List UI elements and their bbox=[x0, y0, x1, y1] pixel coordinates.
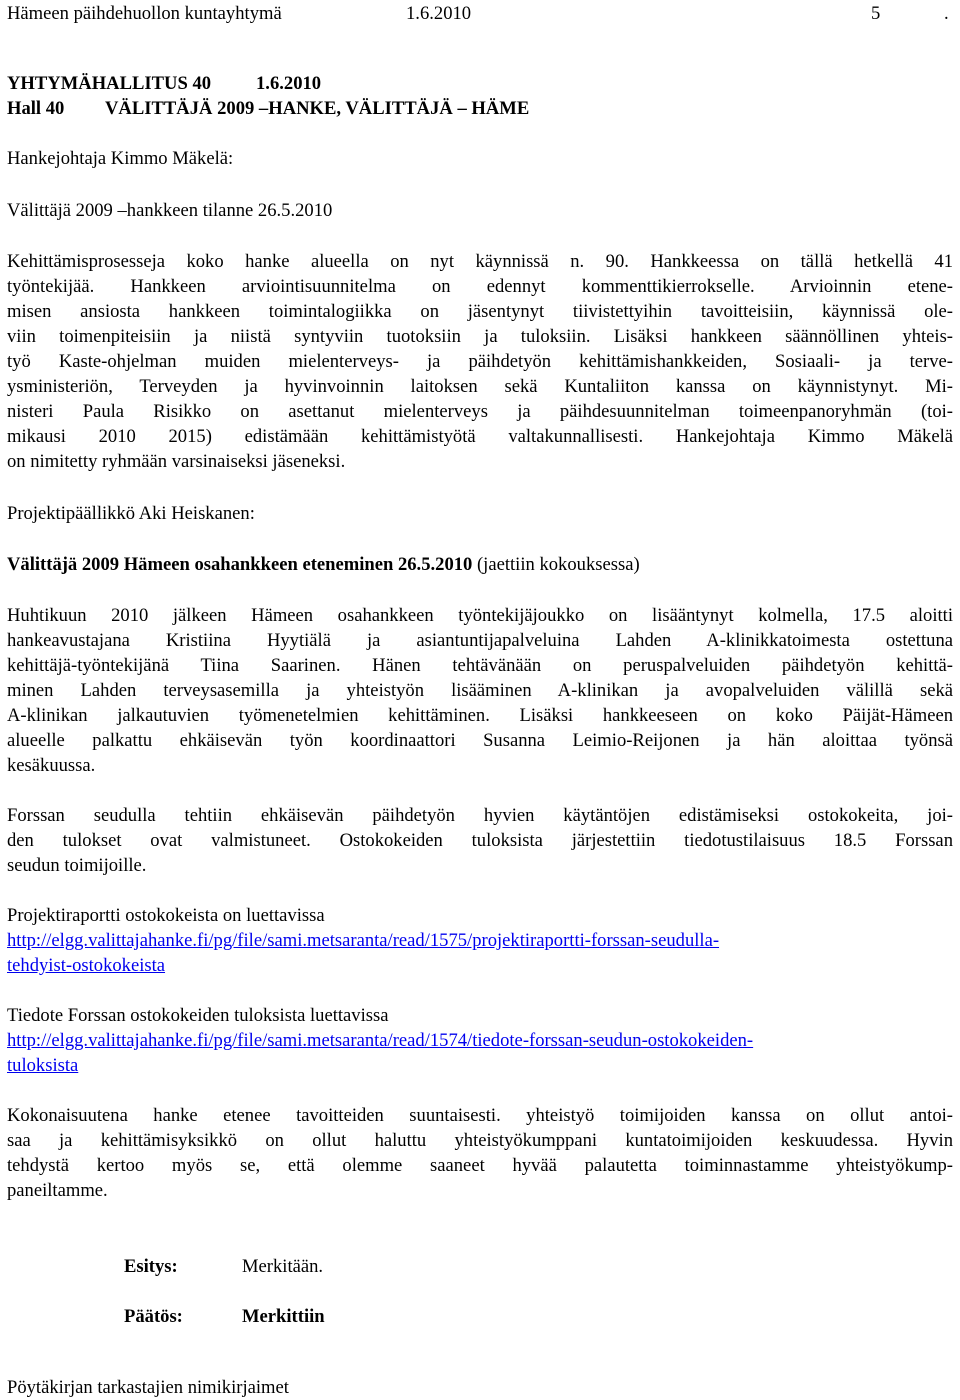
decision-label: Päätös: bbox=[124, 1306, 183, 1327]
paragraph-line: työ Kaste-ohjelman muiden mielenterveys- ja päihdetyön kehittämishankkeiden, Sosiaali- ja terve- bbox=[7, 351, 953, 372]
paragraph-line: misen ansiosta hankkeen toimintalogiikka on jäsentynyt tiivistettyihin tavoitteisiin, käynnissä ole- bbox=[7, 301, 953, 322]
paragraph-line: den tulokset ovat valmistuneet. Ostokokeiden tuloksista järjestettiin tiedotustilaisuus 18.5 Forssan bbox=[7, 830, 953, 851]
meeting-date: 1.6.2010 bbox=[256, 73, 322, 94]
progress-paragraph-2 bbox=[7, 803, 953, 878]
paragraph-line: ysministeriön, Terveyden ja hyvinvoinnin laitoksen sekä Kuntaliiton kanssa on käynnistynyt. Mi- bbox=[7, 376, 953, 397]
proposal-label: Esitys: bbox=[124, 1256, 178, 1277]
report-label: Projektiraportti ostokokeista on luettavissa bbox=[7, 905, 325, 926]
paragraph-line: paneiltamme. bbox=[7, 1180, 108, 1201]
paragraph-line: Kokonaisuutena hanke etenee tavoitteiden suuntaisesti. yhteistyö toimijoiden kanssa on ollut antoi- bbox=[7, 1105, 953, 1126]
paragraph-line: mikausi 2010 2015) edistämään kehittämistyötä valtakunnallisesti. Hankejohtaja Kimmo Mäkelä bbox=[7, 426, 953, 447]
progress-heading bbox=[7, 552, 953, 577]
paragraph-line: kehittäjä-työntekijänä Tiina Saarinen. Hänen tehtävänään on peruspalveluiden päihdetyön kehittä- bbox=[7, 655, 953, 676]
paragraph-line: A-klinikan jalkautuvien työmenetelmien kehittäminen. Lisäksi hankkeeseen on koko Päijät-Hämeen bbox=[7, 705, 953, 726]
report-link[interactable]: http://elgg.valittajahanke.fi/pg/file/sami.metsaranta/read/1575/projektiraportti-forssan-seudulla- bbox=[7, 930, 720, 951]
paragraph-line: on nimitetty ryhmään varsinaiseksi jäseneksi. bbox=[7, 451, 346, 472]
paragraph-line: alueelle palkattu ehkäisevän työn koordinaattori Susanna Leimio-Reijonen ja hän aloittaa työnsä bbox=[7, 730, 953, 751]
meeting-heading bbox=[7, 71, 953, 121]
speaker-line-2 bbox=[7, 501, 953, 526]
meeting-body-label: YHTYMÄHALLITUS 40 bbox=[7, 73, 212, 94]
report-reference bbox=[7, 903, 953, 978]
header-dot: . bbox=[944, 3, 949, 24]
running-header bbox=[7, 1, 953, 26]
status-heading-text: Välittäjä 2009 –hankkeen tilanne 26.5.2010 bbox=[7, 200, 333, 221]
paragraph-line: viin toimenpiteisiin ja niistä syntyviin tuotoksiin ja tuloksiin. Lisäksi hankkeen säännöllinen yhteis- bbox=[7, 326, 953, 347]
speaker-line bbox=[7, 146, 953, 171]
header-page-number: 5 bbox=[871, 3, 881, 24]
section-title: VÄLITTÄJÄ 2009 –HANKE, VÄLITTÄJÄ – HÄME bbox=[105, 98, 530, 119]
paragraph-line: seudun toimijoille. bbox=[7, 855, 147, 876]
header-org: Hämeen päihdehuollon kuntayhtymä bbox=[7, 3, 282, 24]
status-paragraph bbox=[7, 249, 953, 474]
speaker-name: Projektipäällikkö Aki Heiskanen: bbox=[7, 503, 255, 524]
section-number: Hall 40 bbox=[7, 98, 65, 119]
paragraph-line: Huhtikuun 2010 jälkeen Hämeen osahankkeen työntekijäjoukko on lisääntynyt kolmella, 17.5 aloitti bbox=[7, 605, 953, 626]
progress-paragraph-1 bbox=[7, 603, 953, 778]
paragraph-line: saa ja kehittämisyksikkö on ollut haluttu yhteistyökumppani kuntatoimijoiden keskuudessa. Hyvin bbox=[7, 1130, 953, 1151]
speaker-name: Hankejohtaja Kimmo Mäkelä: bbox=[7, 148, 234, 169]
bulletin-link-continued[interactable]: tuloksista bbox=[7, 1055, 79, 1076]
bulletin-reference bbox=[7, 1003, 953, 1078]
status-heading bbox=[7, 198, 953, 223]
report-link-continued[interactable]: tehdyist-ostokokeista bbox=[7, 955, 166, 976]
footer bbox=[7, 1375, 953, 1400]
paragraph-line: minen Lahden terveysasemilla ja yhteistyön lisääminen A-klinikan ja avopalveluiden välillä sekä bbox=[7, 680, 953, 701]
decision-value: Merkittiin bbox=[242, 1306, 325, 1327]
progress-heading-bold: Välittäjä 2009 Hämeen osahankkeen eteneminen 26.5.2010 bbox=[7, 554, 473, 575]
paragraph-line: Forssan seudulla tehtiin ehkäisevän päihdetyön hyvien käytäntöjen edistämiseksi ostokokeita, joi- bbox=[7, 805, 953, 826]
progress-heading-note: (jaettiin kokouksessa) bbox=[472, 554, 640, 575]
paragraph-line: tehdystä kertoo myös se, että olemme saaneet hyvää palautetta toiminnastamme yhteistyökump- bbox=[7, 1155, 953, 1176]
bulletin-label: Tiedote Forssan ostokokeiden tuloksista luettavissa bbox=[7, 1005, 389, 1026]
summary-paragraph bbox=[7, 1103, 953, 1203]
header-date: 1.6.2010 bbox=[406, 3, 472, 24]
paragraph-line: kesäkuussa. bbox=[7, 755, 96, 776]
signatures-label: Pöytäkirjan tarkastajien nimikirjaimet bbox=[7, 1377, 289, 1398]
paragraph-line: Kehittämisprosesseja koko hanke alueella on nyt käynnissä n. 90. Hankkeessa on tällä hetkellä 41 bbox=[7, 251, 953, 272]
paragraph-line: nisteri Paula Risikko on asettanut mielenterveys ja päihdesuunnitelman toimeenpanoryhmän (toi- bbox=[7, 401, 953, 422]
paragraph-line: hankeavustajana Kristiina Hyytiälä ja asiantuntijapalveluina Lahden A-klinikkatoimesta ostettuna bbox=[7, 630, 953, 651]
paragraph-line: työntekijää. Hankkeen arviointisuunnitelma on edennyt kommenttikierrokselle. Arvioinnin etene- bbox=[7, 276, 953, 297]
proposal-value: Merkitään. bbox=[242, 1256, 324, 1277]
bulletin-link[interactable]: http://elgg.valittajahanke.fi/pg/file/sami.metsaranta/read/1574/tiedote-forssan-seudun-ostokokeiden- bbox=[7, 1030, 754, 1051]
decision-block bbox=[7, 1254, 953, 1334]
